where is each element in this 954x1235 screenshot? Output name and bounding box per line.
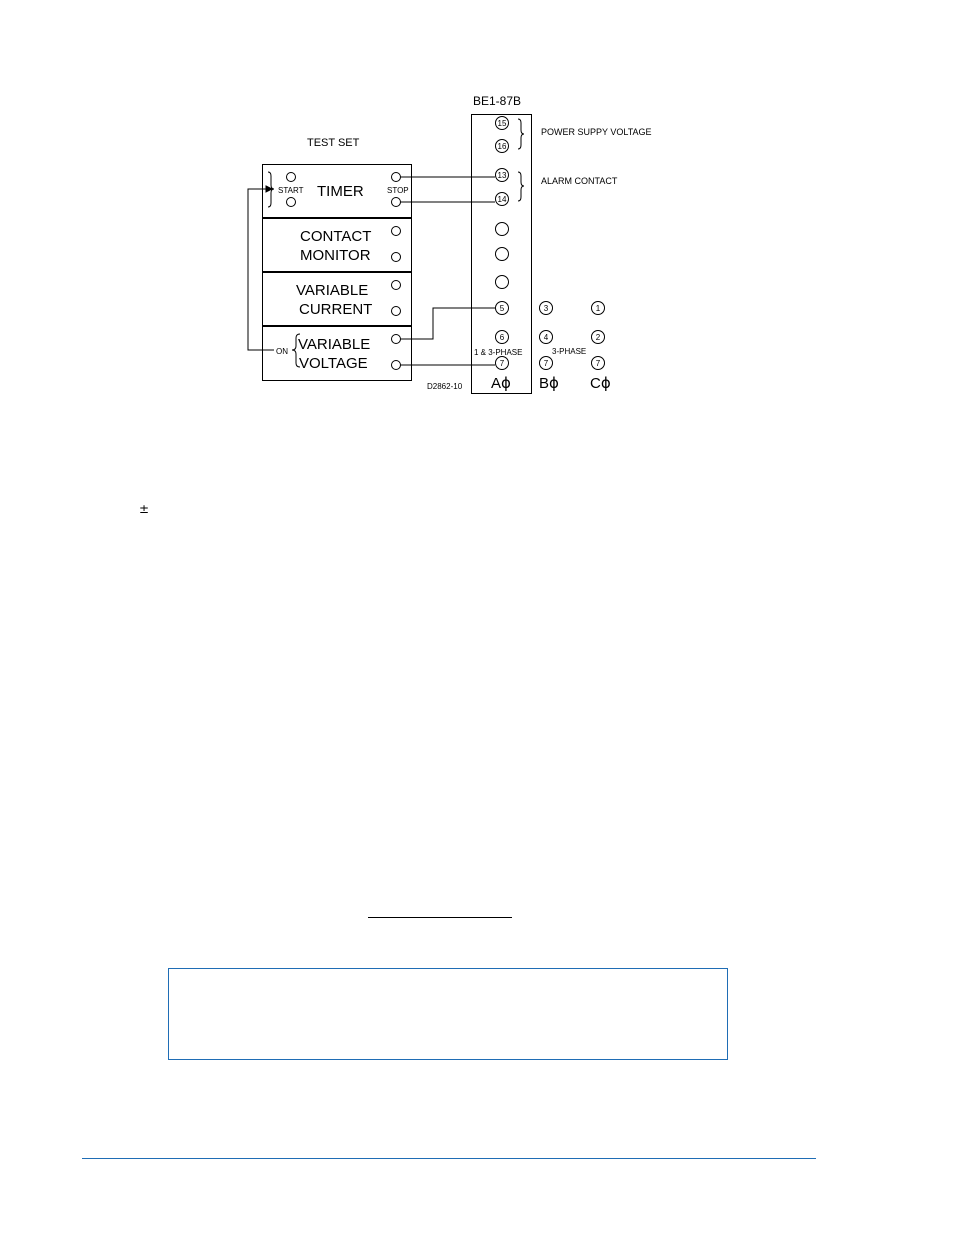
terminal-16-label: 16 (497, 142, 507, 151)
variable-current-jack-2 (392, 307, 401, 316)
phase-b-label: Bϕ (539, 374, 559, 392)
timer-start-label: START (278, 186, 304, 195)
contact-monitor-jack-1 (392, 227, 401, 236)
terminal-4-label: 4 (543, 333, 549, 342)
variable-voltage-on-label: ON (276, 347, 288, 356)
variable-current-jack-1 (392, 281, 401, 290)
relay-label: BE1-87B (473, 94, 522, 108)
terminal-blank-2 (496, 248, 509, 261)
terminal-7-label: 7 (499, 359, 505, 368)
variable-voltage-line2: VOLTAGE (299, 355, 368, 372)
variable-voltage-line1: VARIABLE (298, 336, 371, 353)
phase-label-1-3: 1 & 3-PHASE (474, 348, 523, 357)
drawing-number: D2862-10 (427, 382, 463, 391)
timer-title: TIMER (317, 183, 364, 200)
plus-minus-symbol: ± (139, 502, 150, 516)
terminal-7-c-label: 7 (595, 359, 601, 368)
wire-voltage-to-5 (400, 308, 495, 339)
timer-stop-label: STOP (387, 186, 409, 195)
terminal-2-label: 2 (595, 333, 601, 342)
underline-rule (368, 917, 512, 918)
timer-stop-jack-2 (392, 198, 401, 207)
terminal-7-b-label: 7 (543, 359, 549, 368)
phase-a-label: Aϕ (491, 374, 511, 392)
alarm-contact-label: ALARM CONTACT (541, 176, 618, 186)
terminal-15-label: 15 (497, 119, 507, 128)
contact-monitor-line1: CONTACT (300, 228, 372, 245)
note-box (168, 968, 728, 1060)
footer-rule (82, 1158, 816, 1159)
test-set-label: TEST SET (307, 137, 360, 149)
phase-c-label: Cϕ (590, 374, 611, 392)
timer-stop-jack-1 (392, 173, 401, 182)
terminal-blank-1 (496, 223, 509, 236)
test-connection-diagram (0, 0, 954, 420)
terminal-6-label: 6 (499, 333, 505, 342)
terminal-13-label: 13 (497, 171, 507, 180)
contact-monitor-jack-2 (392, 253, 401, 262)
variable-current-line2: CURRENT (299, 301, 373, 318)
timer-start-jack-1 (287, 173, 296, 182)
brace-power-supply (518, 119, 524, 149)
variable-voltage-jack-1 (392, 335, 401, 344)
terminal-14-label: 14 (497, 195, 507, 204)
brace-alarm-contact (518, 172, 524, 201)
power-supply-label: POWER SUPPY VOLTAGE (541, 127, 652, 137)
timer-start-jack-2 (287, 198, 296, 207)
terminal-blank-3 (496, 276, 509, 289)
terminal-3-label: 3 (543, 304, 549, 313)
variable-current-line1: VARIABLE (296, 282, 369, 299)
contact-monitor-line2: MONITOR (300, 247, 371, 264)
phase-label-3: 3-PHASE (552, 347, 587, 356)
terminal-5-label: 5 (499, 304, 505, 313)
terminal-1-label: 1 (595, 304, 601, 313)
variable-voltage-jack-2 (392, 361, 401, 370)
